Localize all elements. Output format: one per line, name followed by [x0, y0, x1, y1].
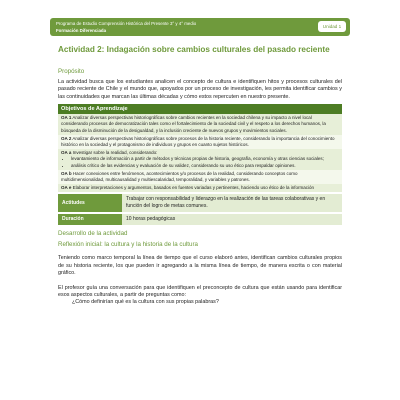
objective-text: Hacer conexiones entre fenómenos, acontecimientos y/o procesos de la realidad, considerando conceptos como multidimensionalidad, multicausalidad y multiescalaridad, temporalidad, y variables y patrones. [61, 170, 298, 183]
objective-label: OA b [61, 170, 72, 176]
development-paragraph: Teniendo como marco temporal la línea de tiempo que el curso elaboró antes, identifican cambios culturales propios de su historia reciente, los que pueden ir agregando a la misma línea de tiempo, de manera escrita o con material gráfico. [58, 255, 342, 277]
program-subtitle: Formación Diferenciada [56, 28, 107, 33]
duration-text: 10 horas pedagógicas [122, 214, 342, 225]
activity-title: Actividad 2: Indagación sobre cambios culturales del pasado reciente [58, 45, 330, 54]
development-subheading: Reflexión inicial: la cultura y la historia de la cultura [58, 241, 198, 249]
objective-row [58, 170, 342, 184]
meta-table [58, 194, 342, 225]
development-heading: Desarrollo de la actividad [58, 230, 128, 238]
objective-label: OA a [61, 150, 72, 156]
development-paragraph: El profesor guía una conversación para que identifiquen el preconcepto de cultura que están usando para identificar esos aspectos culturales, a partir de preguntas como: [58, 284, 342, 299]
objective-sublist [61, 156, 339, 168]
unit-badge: Unidad 1 [318, 21, 346, 32]
objective-text: Elaborar interpretaciones y argumentos, basados en fuentes variadas y pertinentes, haciendo uso ético de la información [72, 185, 315, 191]
objective-label: OA 2 [61, 135, 72, 141]
objectives-heading: Objetivos de Aprendizaje [58, 104, 342, 114]
objective-label: OA e [61, 185, 72, 191]
objective-row [58, 184, 342, 192]
objective-subitem: • análisis crítico de las evidencias y evaluación de su validez, considerando su uso ético para respaldar opiniones. [71, 163, 339, 169]
objective-subitem: • levantamiento de información a partir de métodos y técnicas propias de historia, geografía, economía y otras ciencias sociales; [71, 156, 339, 162]
objective-text: Investigar sobre la realidad, considerando: [72, 150, 158, 156]
duration-label: Duración [58, 214, 122, 225]
objective-row [58, 135, 342, 149]
purpose-heading: Propósito [58, 68, 85, 75]
page-header [50, 18, 350, 36]
objective-row [58, 114, 342, 135]
document-body [58, 45, 342, 307]
objective-text: Analizar diversas perspectivas historiográficas sobre procesos de la historia reciente, considerando la importancia del conocimiento histórico en la sociedad y el protagonismo de individuos y grupos en cuanto sujetos históricos. [61, 135, 335, 148]
attitudes-text: Trabajar con responsabilidad y liderazgo en la realización de las tareas colaborativas y en función del logro de metas comunes. [122, 194, 342, 212]
objective-row [58, 149, 342, 170]
attitudes-label: Actitudes [58, 194, 122, 212]
purpose-text: La actividad busca que los estudiantes analicen el concepto de cultura e identifiquen hitos y procesos culturales del pasado reciente de Chile y el mundo que, apoyados por un proceso de investigación, les permita identificar cambios y las continuidades que marcan las últimas décadas y cómo estos repercuten en nuestro presente. [58, 79, 342, 100]
objective-label: OA 1 [61, 115, 72, 121]
program-title: Programa de Estudio Comprensión Histórica del Presente 3° y 4° medio [56, 21, 197, 26]
development-question: ¿Cómo definirían qué es la cultura con sus propias palabras? [72, 299, 219, 306]
objective-text: Analizar diversas perspectivas historiográficas sobre cambios recientes en la sociedad chilena y su impacto a nivel local considerando procesos de democratización tales como el fortalecimiento de la sociedad civil y el respeto a los derechos humanos, la búsqueda de la disminución de la desigualdad, y la inclusión creciente de nuevos grupos y movimientos sociales. [61, 115, 326, 133]
objectives-table [58, 104, 342, 192]
